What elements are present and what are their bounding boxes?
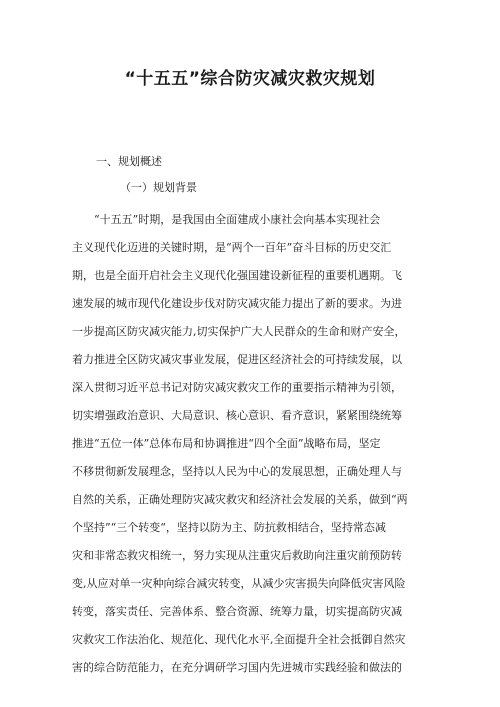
paragraph-line: 切实增强政治意识、大局意识、核心意识、看齐意识，紧紧围绕统筹 xyxy=(72,409,402,422)
paragraph-line: 着力推进全区防灾减灾事业发展，促进区经济社会的可持续发展，以 xyxy=(72,353,402,366)
paragraph-line: 灾救灾工作法治化、规范化、现代化水平,全面提升全社会抵御自然灾 xyxy=(72,633,406,646)
document-title: “十五五”综合防灾减灾救灾规划 xyxy=(124,69,376,89)
paragraph-line: 期，也是全面开启社会主义现代化强国建设新征程的重要机遇期。飞 xyxy=(72,269,402,282)
subsection-heading: （一）规划背景 xyxy=(120,181,197,194)
paragraph-line: 个坚持”“三个转变“，坚持以防为主、防抗救相结合，坚持常态减 xyxy=(72,521,386,534)
paragraph-line: 自然的关系，正确处理防灾减灾救灾和经济社会发展的关系，做到“两 xyxy=(72,493,408,506)
paragraph-line: 害的综合防范能力，在充分调研学习国内先进城市实践经验和做法的 xyxy=(72,661,402,674)
paragraph-line: 速发展的城市现代化建设步伐对防灾减灾能力提出了新的要求。为进 xyxy=(72,297,402,310)
paragraph-line: 一步提高区防灾减灾能力,切实保护广大人民群众的生命和财产安全， xyxy=(72,325,406,338)
paragraph-line: 深入贯彻习近平总书记对防灾减灾救灾工作的重要指示精神为引领， xyxy=(72,381,402,394)
paragraph-line: “十五五”时期，是我国由全面建成小康社会向基本实现社会 xyxy=(94,213,381,226)
paragraph-line: 主义现代化迈进的关键时期，是“两个一百年”奋斗目标的历史交汇 xyxy=(72,241,392,254)
body-paragraph xyxy=(72,206,432,682)
section-heading: 一、规划概述 xyxy=(96,155,162,168)
paragraph-line: 变,从应对单一灾种向综合减灾转变，从减少灾害损失向降低灾害风险 xyxy=(72,577,406,590)
paragraph-line: 转变，落实责任、完善体系、整合资源、统筹力量，切实提高防灾减 xyxy=(72,605,402,618)
paragraph-line: 不移贯彻新发展理念，坚持以人民为中心的发展思想，正确处理人与 xyxy=(72,465,402,478)
paragraph-line: 推进“五位一体”总体布局和协调推进“四个全面”战略布局，坚定 xyxy=(72,437,381,450)
paragraph-line: 灾和非常态救灾相统一，努力实现从注重灾后救助向注重灾前预防转 xyxy=(72,549,402,562)
